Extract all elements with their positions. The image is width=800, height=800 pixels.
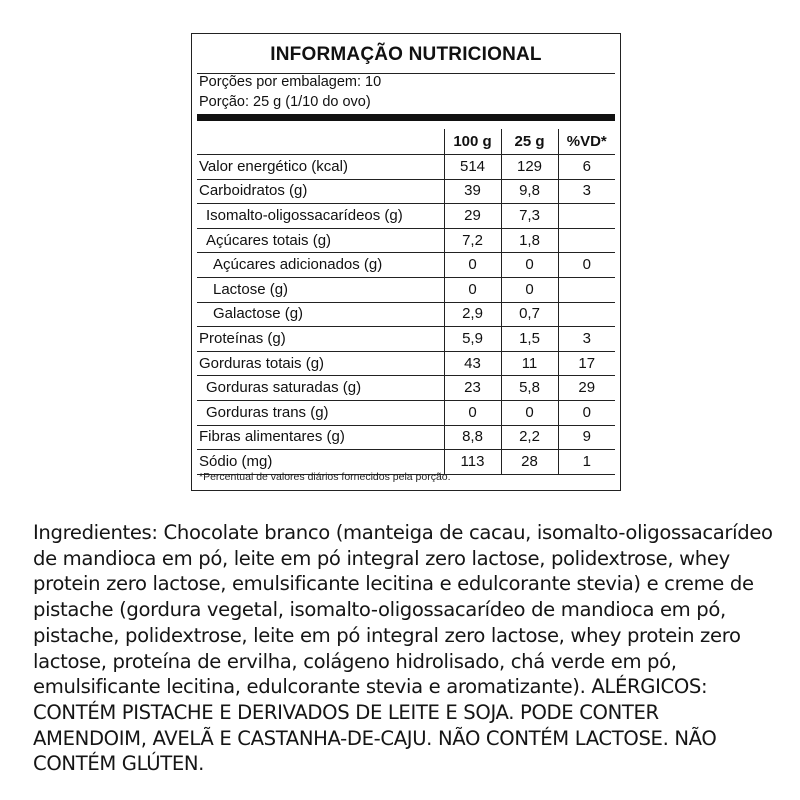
value-vd: 29 [558, 376, 615, 401]
value-vd [558, 277, 615, 302]
value-25g: 1,5 [501, 327, 558, 352]
nutrient-name: Proteínas (g) [197, 327, 444, 352]
table-row [197, 302, 615, 327]
value-25g: 0,7 [501, 302, 558, 327]
value-25g: 129 [501, 155, 558, 180]
table-row [197, 228, 615, 253]
serving-size: Porção: 25 g (1/10 do ovo) [199, 94, 371, 110]
value-100g: 23 [444, 376, 501, 401]
value-100g: 5,9 [444, 327, 501, 352]
nutrient-name: Isomalto-oligossacarídeos (g) [197, 204, 444, 229]
value-vd: 3 [558, 327, 615, 352]
value-25g: 28 [501, 450, 558, 475]
value-100g: 113 [444, 450, 501, 475]
value-25g: 0 [501, 277, 558, 302]
nutrient-name: Lactose (g) [197, 277, 444, 302]
value-vd: 0 [558, 400, 615, 425]
value-100g: 2,9 [444, 302, 501, 327]
nutrient-name: Valor energético (kcal) [197, 155, 444, 180]
column-header-25g: 25 g [501, 129, 558, 155]
table-row [197, 277, 615, 302]
value-vd [558, 228, 615, 253]
value-25g: 0 [501, 253, 558, 278]
value-25g: 0 [501, 400, 558, 425]
nutrient-name: Carboidratos (g) [197, 179, 444, 204]
nutrient-name: Sódio (mg) [197, 450, 444, 475]
value-25g: 5,8 [501, 376, 558, 401]
table-row [197, 204, 615, 229]
table-row [197, 327, 615, 352]
value-vd: 1 [558, 450, 615, 475]
nutrient-name: Açúcares totais (g) [197, 228, 444, 253]
nutrient-name: Açúcares adicionados (g) [197, 253, 444, 278]
value-vd: 0 [558, 253, 615, 278]
value-100g: 0 [444, 277, 501, 302]
thick-divider [197, 114, 615, 121]
servings-per-package: Porções por embalagem: 10 [199, 74, 382, 90]
table-row [197, 351, 615, 376]
nutrition-facts-panel [191, 33, 621, 491]
nutrient-name: Gorduras saturadas (g) [197, 376, 444, 401]
value-100g: 514 [444, 155, 501, 180]
daily-value-footnote: *Percentual de valores diários fornecidos pela porção. [199, 471, 451, 483]
value-25g: 7,3 [501, 204, 558, 229]
table-row [197, 425, 615, 450]
nutrition-table [197, 129, 615, 475]
value-vd [558, 302, 615, 327]
nutrient-name: Gorduras trans (g) [197, 400, 444, 425]
column-header-vd: %VD* [558, 129, 615, 155]
value-vd [558, 204, 615, 229]
value-100g: 0 [444, 253, 501, 278]
ingredients-text: Ingredientes: Chocolate branco (manteiga de cacau, isomalto-oligossacarídeo de mandioca em pó, leite em pó integral zero lactose, polidextrose, whey protein zero lactose, emulsificante lecitina e edulcorante stevia) e creme de pistache (gordura vegetal, isomalto-oligossacarídeo de mandioca em pó, pistache, polidextrose, leite em pó integral zero lactose, whey protein zero lactose, proteína de ervilha, colágeno hidrolisado, chá verde em pó, emulsificante lecitina, edulcorante stevia e aromatizante). ALÉRGICOS: CONTÉM PISTACHE E DERIVADOS DE LEITE E SOJA. PODE CONTER AMENDOIM, AVELÃ E CASTANHA-DE-CAJU. NÃO CONTÉM LACTOSE. NÃO CONTÉM GLÚTEN. [33, 521, 773, 776]
value-vd: 3 [558, 179, 615, 204]
nutrient-name: Galactose (g) [197, 302, 444, 327]
table-header-row [197, 129, 615, 155]
column-header-100g: 100 g [444, 129, 501, 155]
value-100g: 7,2 [444, 228, 501, 253]
header-blank [197, 129, 444, 155]
value-25g: 11 [501, 351, 558, 376]
value-vd: 6 [558, 155, 615, 180]
table-row [197, 253, 615, 278]
value-25g: 2,2 [501, 425, 558, 450]
value-vd: 17 [558, 351, 615, 376]
table-row [197, 155, 615, 180]
value-100g: 8,8 [444, 425, 501, 450]
value-25g: 9,8 [501, 179, 558, 204]
nutrition-title: INFORMAÇÃO NUTRICIONAL [270, 44, 542, 65]
value-vd: 9 [558, 425, 615, 450]
value-25g: 1,8 [501, 228, 558, 253]
nutrient-name: Gorduras totais (g) [197, 351, 444, 376]
table-row [197, 179, 615, 204]
nutrient-name: Fibras alimentares (g) [197, 425, 444, 450]
value-100g: 29 [444, 204, 501, 229]
table-row [197, 376, 615, 401]
value-100g: 39 [444, 179, 501, 204]
value-100g: 43 [444, 351, 501, 376]
value-100g: 0 [444, 400, 501, 425]
table-row [197, 400, 615, 425]
